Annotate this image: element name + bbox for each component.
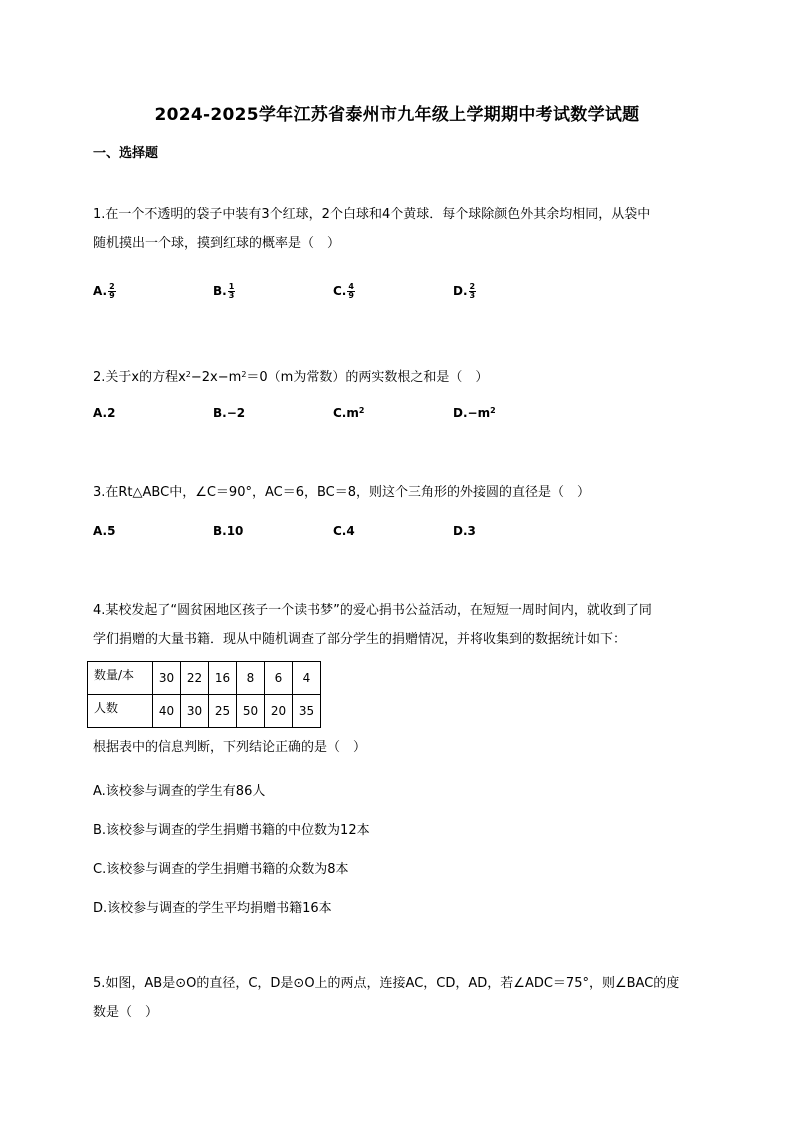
table-cell: 20 <box>265 695 293 728</box>
q4-choice-c: C.该校参与调查的学生捐赠书籍的众数为8本 <box>93 862 349 877</box>
table-row-header: 数量/本 <box>88 662 153 695</box>
table-cell: 8 <box>237 662 265 695</box>
table-row <box>88 695 321 728</box>
donation-table <box>87 661 321 728</box>
q1-option-c: C. $\frac{4}{9}$ <box>333 282 354 300</box>
table-cell: 25 <box>209 695 237 728</box>
q3-option-b: B.10 <box>213 524 244 538</box>
table-row <box>88 662 321 695</box>
question-4-line-1: 4.某校发起了“圆贫困地区孩子一个读书梦”的爱心捐书公益活动，在短短一周时间内，就收到了同 <box>93 603 652 618</box>
table-cell: 4 <box>293 662 321 695</box>
q3-option-d: D.3 <box>453 524 476 538</box>
question-5-line-2: 数是（ ） <box>93 1005 159 1020</box>
question-4-line-2: 学们捐赠的大量书籍．现从中随机调查了部分学生的捐赠情况，并将收集到的数据统计如下： <box>93 632 627 647</box>
table-cell: 50 <box>237 695 265 728</box>
table-cell: 35 <box>293 695 321 728</box>
table-cell: 6 <box>265 662 293 695</box>
table-row-header: 人数 <box>88 695 153 728</box>
q4-choice-b: B.该校参与调查的学生捐赠书籍的中位数为12本 <box>93 823 370 838</box>
question-1-line-2: 随机摸出一个球，摸到红球的概率是（ ） <box>93 236 341 251</box>
table-cell: 16 <box>209 662 237 695</box>
q4-choice-a: A.该校参与调查的学生有86人 <box>93 784 266 799</box>
q2-option-c: $C.m^2$ <box>333 406 365 420</box>
section-heading: 一、选择题 <box>93 146 159 161</box>
question-5-line-1: 5.如图，AB是⊙O的直径，C，D是⊙O上的两点，连接AC，CD，AD，若∠ADC＝75°，则∠BAC的度 <box>93 976 680 991</box>
table-cell: 30 <box>153 662 181 695</box>
question-3: 3.在Rt△ABC中，∠C＝90°，AC＝6，BC＝8，则这个三角形的外接圆的直径是（ ） <box>93 485 591 500</box>
question-4-prompt: 根据表中的信息判断，下列结论正确的是（ ） <box>93 740 367 755</box>
table-cell: 22 <box>181 662 209 695</box>
q2-option-b: B.−2 <box>213 406 246 420</box>
question-1-line-1: 1.在一个不透明的袋子中装有3个红球，2个白球和4个黄球．每个球除颜色外其余均相同，从袋中 <box>93 207 651 222</box>
question-2: 2.关于x的方程$x^2-2x-m^2=0(m$为常数）的两实数根之和是（ ） <box>93 370 489 385</box>
q3-option-a: A.5 <box>93 524 116 538</box>
q2-option-a: A.2 <box>93 406 116 420</box>
q4-choice-d: D.该校参与调查的学生平均捐赠书籍16本 <box>93 901 332 916</box>
q3-option-c: C.4 <box>333 524 355 538</box>
table-cell: 40 <box>153 695 181 728</box>
page-title: 2024-2025学年江苏省泰州市九年级上学期期中考试数学试题 <box>154 105 640 125</box>
table-cell: 30 <box>181 695 209 728</box>
q1-option-d: D. $\frac{2}{3}$ <box>453 282 476 300</box>
q1-option-b: B. $\frac{1}{3}$ <box>213 282 235 300</box>
q2-option-d: $D.-m^2$ <box>453 406 496 420</box>
q1-option-a: A. $\frac{2}{9}$ <box>93 282 115 300</box>
